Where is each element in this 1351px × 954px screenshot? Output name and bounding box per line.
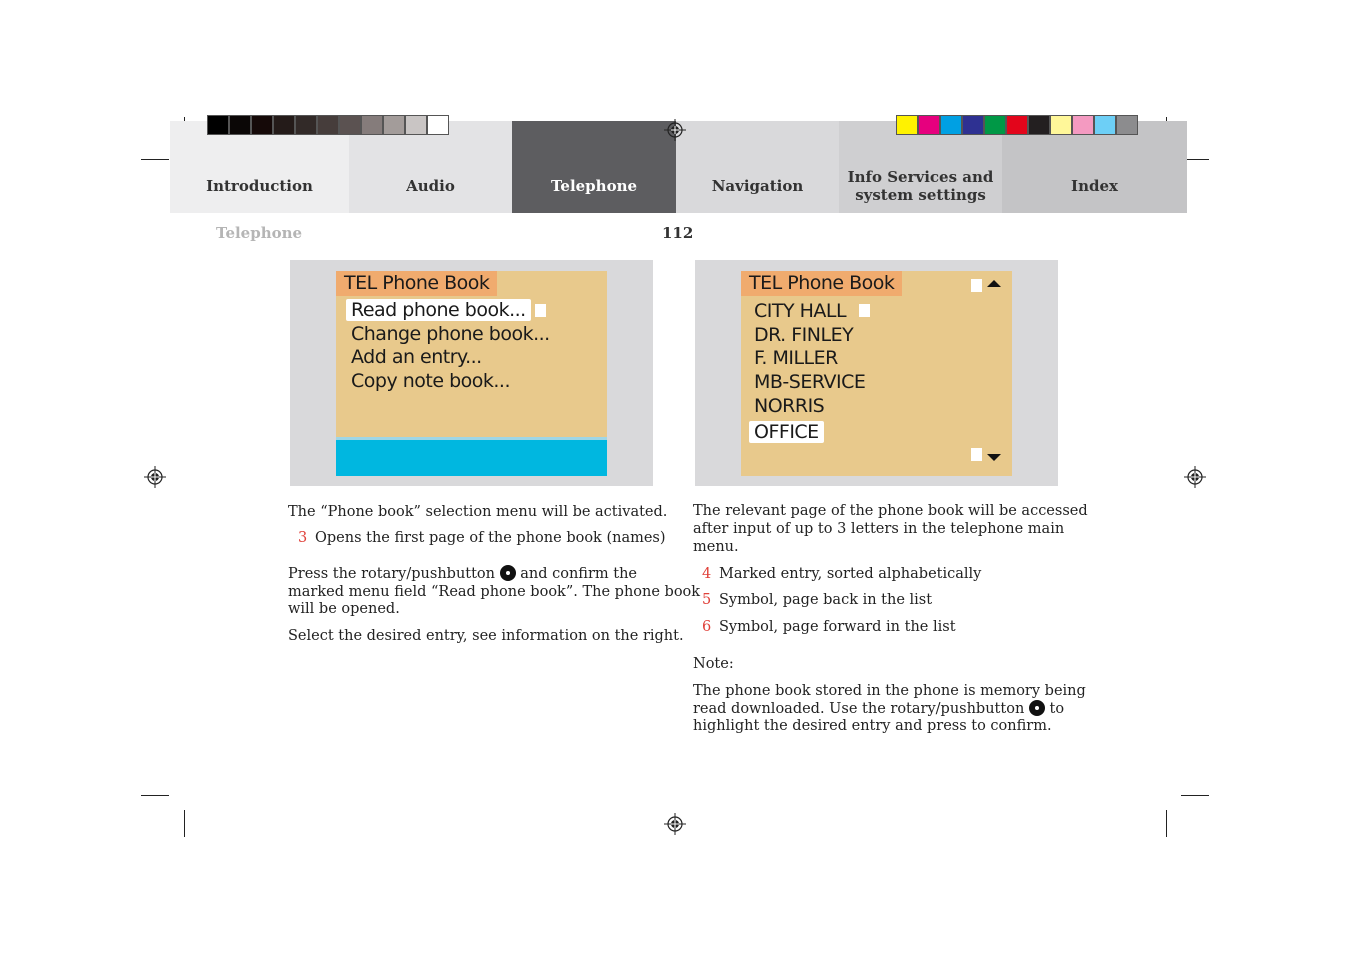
registration-target-icon: [1184, 466, 1206, 488]
color-swatch: [273, 115, 295, 135]
tab-label: Info Services and system settings: [847, 168, 994, 204]
color-swatch: [984, 115, 1006, 135]
tab-label: Telephone: [550, 177, 638, 195]
color-calibration-strip: [896, 115, 1138, 137]
gray-calibration-strip: [207, 115, 449, 137]
list-item[interactable]: CITY HALL: [754, 300, 847, 322]
marker-icon: [859, 304, 870, 317]
list-item: [702, 618, 956, 636]
text-line: The phone book stored in the phone is memory being: [693, 683, 1086, 699]
paragraph: Select the desired entry, see information on the right.: [288, 628, 684, 644]
marker-icon: [971, 448, 982, 461]
color-swatch: [940, 115, 962, 135]
list-item: [702, 565, 981, 583]
page-number: 112: [662, 224, 694, 242]
crop-mark: [1181, 795, 1209, 796]
text-line: Press the rotary/pushbutton: [288, 566, 496, 582]
color-swatch: [251, 115, 273, 135]
text-line: menu.: [693, 539, 739, 555]
screen-frame-left: [290, 260, 653, 486]
text-line: and confirm the: [520, 566, 638, 582]
item-text: Marked entry, sorted alphabetically: [719, 566, 982, 582]
paragraph: The “Phone book” selection menu will be activated.: [288, 504, 668, 520]
item-text: Symbol, page back in the list: [719, 592, 933, 608]
color-swatch: [295, 115, 317, 135]
item-number: 4: [702, 566, 712, 582]
color-swatch: [383, 115, 405, 135]
crop-mark: [141, 795, 169, 796]
crop-mark: [184, 810, 185, 837]
color-swatch: [918, 115, 940, 135]
color-swatch: [361, 115, 383, 135]
color-swatch: [339, 115, 361, 135]
text-line: marked menu field “Read phone book”. The phone book: [288, 584, 701, 600]
crop-mark: [141, 159, 169, 160]
marker-icon: [535, 304, 546, 317]
tab-label: Index: [1071, 177, 1118, 195]
color-swatch: [317, 115, 339, 135]
screen-header: TEL Phone Book: [336, 271, 497, 296]
list-item[interactable]: F. MILLER: [754, 347, 838, 369]
text-line: to: [1049, 701, 1065, 717]
item-number: 6: [702, 619, 712, 635]
menu-item-change-phone-book[interactable]: Change phone book...: [351, 323, 550, 345]
screen-frame-right: [695, 260, 1058, 486]
rotary-pushbutton-icon: [500, 565, 516, 581]
screen-header: TEL Phone Book: [741, 271, 902, 296]
status-bar: [336, 440, 607, 476]
tab-telephone[interactable]: [512, 121, 676, 213]
registration-target-icon: [664, 119, 686, 141]
list-item: [298, 529, 666, 547]
text-line: The relevant page of the phone book will be accessed: [693, 503, 1088, 519]
list-item: [702, 591, 932, 609]
text-line: will be opened.: [288, 601, 400, 617]
list-item[interactable]: DR. FINLEY: [754, 324, 854, 346]
text-line: highlight the desired entry and press to confirm.: [693, 718, 1052, 734]
item-text: Opens the first page of the phone book (names): [315, 530, 666, 546]
paragraph: [693, 700, 1064, 718]
color-swatch: [207, 115, 229, 135]
color-swatch: [1072, 115, 1094, 135]
text-line: read downloaded. Use the rotary/pushbutton: [693, 701, 1025, 717]
page-forward-icon[interactable]: [987, 454, 1001, 461]
paragraph: [288, 565, 637, 583]
item-number: 5: [702, 592, 712, 608]
list-item[interactable]: NORRIS: [754, 395, 825, 417]
display-screen: [741, 271, 1012, 476]
tab-label: Navigation: [711, 177, 804, 195]
color-swatch: [1028, 115, 1050, 135]
display-screen: [336, 271, 607, 476]
page-back-icon[interactable]: [987, 280, 1001, 287]
tab-navigation[interactable]: [676, 121, 839, 213]
text-line: after input of up to 3 letters in the telephone main: [693, 521, 1065, 537]
color-swatch: [962, 115, 984, 135]
tab-label: Introduction: [206, 177, 313, 195]
color-swatch: [1094, 115, 1116, 135]
marker-icon: [971, 279, 982, 292]
crop-mark: [1166, 810, 1167, 837]
color-swatch: [896, 115, 918, 135]
menu-item-add-entry[interactable]: Add an entry...: [351, 346, 482, 368]
list-item-selected[interactable]: OFFICE: [749, 421, 824, 443]
color-swatch: [1050, 115, 1072, 135]
registration-target-icon: [144, 466, 166, 488]
item-number: 3: [298, 530, 308, 546]
menu-item-read-phone-book[interactable]: Read phone book...: [346, 299, 531, 321]
rotary-pushbutton-icon: [1029, 700, 1045, 716]
color-swatch: [427, 115, 449, 135]
color-swatch: [1116, 115, 1138, 135]
color-swatch: [229, 115, 251, 135]
list-item[interactable]: MB-SERVICE: [754, 371, 866, 393]
registration-target-icon: [664, 813, 686, 835]
tab-label: Audio: [406, 177, 455, 195]
color-swatch: [405, 115, 427, 135]
note-label: Note:: [693, 656, 734, 672]
item-text: Symbol, page forward in the list: [719, 619, 956, 635]
color-swatch: [1006, 115, 1028, 135]
section-title: Telephone: [216, 224, 303, 242]
menu-item-copy-note-book[interactable]: Copy note book...: [351, 370, 511, 392]
